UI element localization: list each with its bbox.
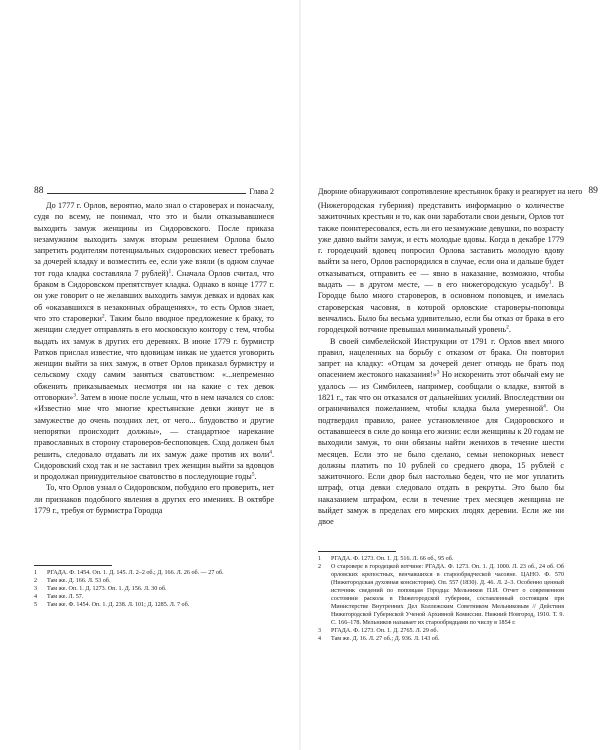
right-body-text [318, 200, 564, 528]
left-chapter-title: Глава 2 [249, 187, 274, 196]
left-paragraph: До 1777 г. Орлов, вероятно, мало знал о староверах и понасчалу, судя по всему, не понимал, что это и были отказывавшиеся выходить замуж женщины из Сидоровского. После приказа незамужним выходить замуж вторым решением Орлова было запретить родителям потенциальных сидоровских невест требовать за дочерей кладку и возместить ее, если уже взяли (в одном случае тот года кладка составляла 7 рублей)$^1$. Сначала Орлов считал, что браком в Сидоровском препятствует кладка. Однако в конце 1777 г. он уже говорит о не желавших выходить замуж девках и вдовах как об «оказавшихся в незаконных обращениях», то есть Орлов знает, что это староверки$^2$. Таким было вводное предложение к браку, то женщин следует отправлять в его московскую контору с тем, чтобы выдать их замуж в других его деревнях. В июне 1779 г. бурмистр Ратков прислал известие, что вдовицам никак не удается уговорить женщин выйти за них замуж, в ответ Орлов приказал бурмистру и сельскому сходу самим заняться сватовством: «...непременно обженить приказываемых несмотря ни на какие с тех девок отговорки»$^3$. Затем в июне после услыш, что в нем начался со слов: «Известно мне что многие крестьянские девки живут не в замужестве до очень поздних лет, от чего... блудовство и другие непорятки происходит должны», — стандартное нарекание православных в сторону староверов-беспоповцев. Сход должен был решить, следовало отдавать ли их замуж даже против их воли$^4$. Сидоровский сход так и не заставил трех женщин выйти за вдовцов и продолжал принудительное сватовство в последующие годы$^5$. [34, 201, 274, 482]
right-section-title: Дворние обнаруживают сопротивление крестьянок браку и реагирует на него [318, 187, 583, 196]
footnote: 2 Там же. Д. 166. Л. 53 об. [34, 578, 111, 584]
left-head-rule [47, 193, 247, 194]
right-paragraph: В своей симбелейской Инструкции от 1791 г. Орлов ввел много правил, нацеленных на борьбу с отказом от брака. Он повторил запрет на кладку: «Отцам за дочерей денег отнюдь не брать под опасением жестокого наказания!»$^3$ Но искоренить этот обычай ему не удалось — из Симбилеев, например, сообщали о кладке, взятой в 1821 г., так что он отказался от дальнейших усилий. Впоследствии он ограничивался пожеланием, чтобы кладка была умеренной$^4$. Он подтвердил правило, ранее установленное для Сидоровского и остававшееся в силе до конца его жизни: если женщины к 20 годам не выходили замуж, то они обязаны найти женихов в течение шести месяцев. Если это не было сделано, семьи непокорных невест должны платить по 10 рублей со среднего двора, 15 рублей с зажиточного. Если двор был настолько беден, что не мог уплатить штраф, отца девки следовало отдать в рекруты. Это было бы наказанием штрафом, если в течение трех месяцев женщина не выйдет замуж в пределах его мирских людях деревни. Если же ни двое [318, 336, 564, 527]
left-footnotes [34, 565, 274, 609]
right-paragraph: (Нижегородская губерния) представить информацию о количестве зажиточных крестьян и то, как они заработали свои деньги, Орлов тот также поинтересовался, есть ли его незамужние девушки, по возрасту уже давно выйти замуж, и есть молодые вдовы. Когда в декабре 1779 г. городецкий вдовец попросил Орлова заставить молодую вдову выйти за него, Орлов распорядился в случае, если она и дальше будет отказываться, отправить ее — явно в наказание, возможно, чтобы выдать — в другом месте, — в его нижегородскую усадьбу$^1$. В Городце было много староверов, в основном поповцев, и имелась староверская часовня, в которой орловские староверы-поповцы венчались. Было бы весьма удивительно, если бы отказ от брака в его городецкой вотчине превышал минимальный уровень$^2$. [318, 201, 564, 335]
left-page-number: 88 [34, 186, 44, 196]
footnote: 4 Там же. Д. 16. Л. 27 об.; Д. 936. Л. 143 об. [318, 636, 440, 642]
footnote-ref[interactable]: 1 [168, 268, 172, 275]
left-body-text [34, 200, 274, 516]
footnote-ref[interactable]: 1 [548, 279, 552, 286]
footnote-ref[interactable]: 4 [543, 403, 546, 410]
right-footnotes [318, 551, 564, 643]
footnote: 1 РГАДА. Ф. 1454. Оп. 1. Д. 145. Л. 2–2 об.; Д. 166. Л. 26 об. — 27 об. [34, 570, 224, 576]
footnote-ref[interactable]: 2 [506, 324, 509, 331]
footnote-separator [318, 551, 396, 552]
left-running-head [34, 186, 274, 196]
footnote: 1 РГАДА. Ф. 1273. Оп. 1. Д. 516. Л. 66 об., 95 об. [318, 556, 454, 562]
right-page [300, 0, 600, 750]
footnote: 3 Там же. Оп. 1. Д. 1273. Оп. 1. Д. 156. Л. 30 об. [34, 586, 167, 592]
footnote-separator [34, 565, 112, 566]
footnote-ref[interactable]: 5 [251, 471, 255, 478]
footnote: 5 Там же. Ф. 1454. Оп. 1. Д. 238. Л. 101; Д. 1285. Л. 7 об. [34, 602, 190, 608]
left-paragraph: То, что Орлов узнал о Сидоровском, побудило его проверить, нет ли признаков подобного явления в других его имениях. В октябре 1779 г., требуя от бурмистра Городца [34, 483, 274, 516]
right-running-head [318, 186, 598, 196]
footnote: 4 Там же. Л. 57. [34, 594, 84, 600]
footnote-ref[interactable]: 3 [73, 392, 77, 399]
footnote-ref[interactable]: 2 [101, 313, 105, 320]
footnote: 2 О старовере в городецкой вотчине: РГАДА. Ф. 1273. Оп. 1. Д. 1000. Л. 23 об., 24 об. Об орловских крепостных, венчавшихся в старообрядческой часовне. ЦАНО. Ф. 570 (Нижегородская духовная консистория). Оп. 557 (1830). Д. 46. Л. 2–3. Особенно ценный источник сведений по поповцам Городца: Мельников П.И. Отчет о современном состоянии раскола в Нижегородской губернии, составленный состоящим при Министерстве Внутренних Дел Коллежским Советником Мельниковым // Действия Нижегородской Губернской Ученой Архивной Комиссии. Нижний Новгород, 1910. Т. 9. С. 166–178. Мельников называет их старообрядцами по числу в 1854 г. [318, 564, 564, 626]
footnote-ref[interactable]: 4 [269, 448, 272, 455]
footnote-ref[interactable]: 3 [436, 369, 440, 376]
footnote: 3 РГАДА. Ф. 1273. Оп. 1. Д. 2765. Л. 29 об. [318, 628, 439, 634]
right-page-number: 89 [588, 186, 598, 196]
